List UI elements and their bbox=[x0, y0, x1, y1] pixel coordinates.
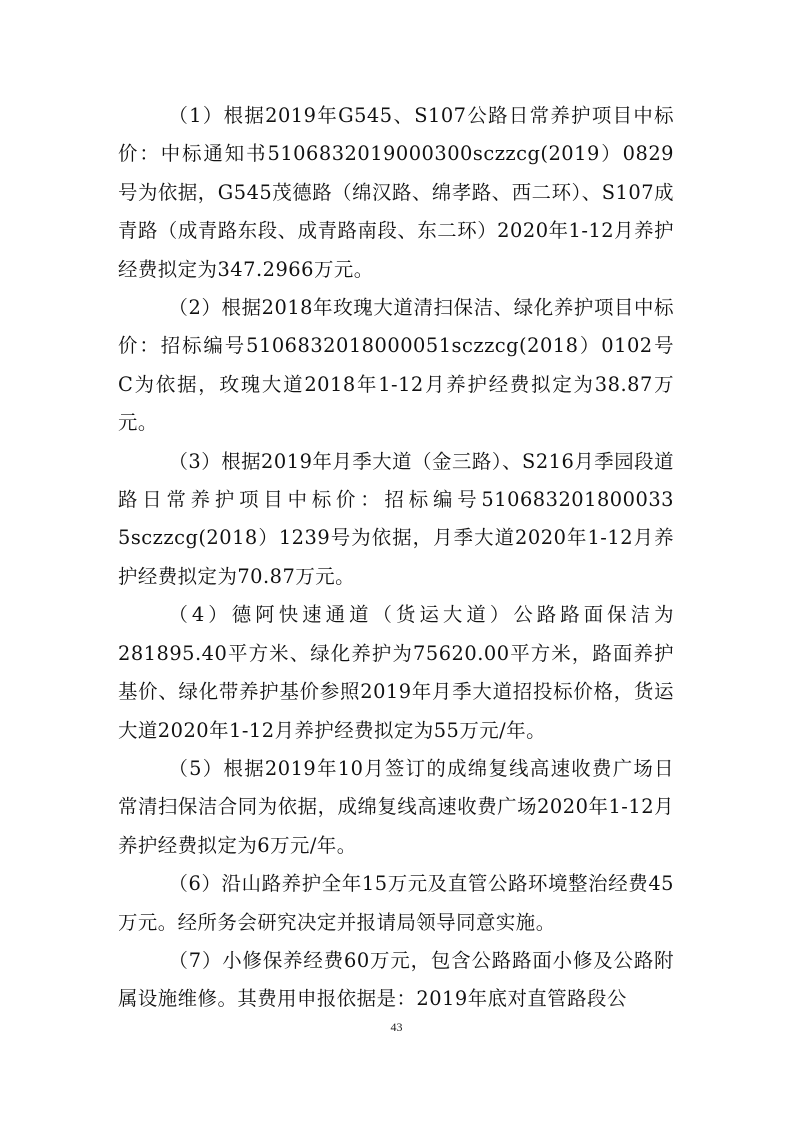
document-body bbox=[118, 97, 674, 1019]
paragraph-6: （6）沿山路养护全年15万元及直管公路环境整治经费45万元。经所务会研究决定并报请局领导同意实施。 bbox=[118, 872, 674, 934]
paragraph-3: （3）根据2019年月季大道（金三路）、S216月季园段道路日常养护项目中标价：招标编号510683201800033​5sczzcg(2018）1239号为依据，月季大道2020年1-12月养护经费拟定为70.87万元。 bbox=[118, 449, 674, 588]
paragraph-5: （5）根据2019年10月签订的成绵复线高速收费广场日常清扫保洁合同为依据，成绵复线高速收费广场2020年1-12月养护经费拟定为6万元/年。 bbox=[118, 756, 674, 857]
page-number: 43 bbox=[390, 1020, 403, 1034]
paragraph-4: （4）德阿快速通道（货运大道）公路路面保洁为281895.40平方米、绿化养护为75620.00平方米，路面养护基价、绿化带养护基价参照2019年月季大道招投标价格，货运大道2020年1-12月养护经费拟定为55万元/年。 bbox=[118, 603, 674, 742]
paragraph-1: （1）根据2019年G545、S107公路日常养护项目中标价：中标通知书510683201900030​0sczzcg(2019）0829号为依据，G545茂德路（绵汉路、绵孝路、西二环）、S107成青路（成青路东段、成青路南段、东二环）2020年1-12月养护经费拟定为347.2966万元。 bbox=[118, 104, 674, 281]
paragraph-7: （7）小修保养经费60万元，包含公路路面小修及公路附属设施维修。其费用申报依据是：2019年底对直管路段公 bbox=[118, 948, 674, 1011]
paragraph-2: （2）根据2018年玫瑰大道清扫保洁、绿化养护项目中标价：招标编号510683201800005​1sczzcg(2018）0102号C为依据，玫瑰大道2018年1-12月养护经费拟定为38.87万元。 bbox=[118, 296, 674, 435]
